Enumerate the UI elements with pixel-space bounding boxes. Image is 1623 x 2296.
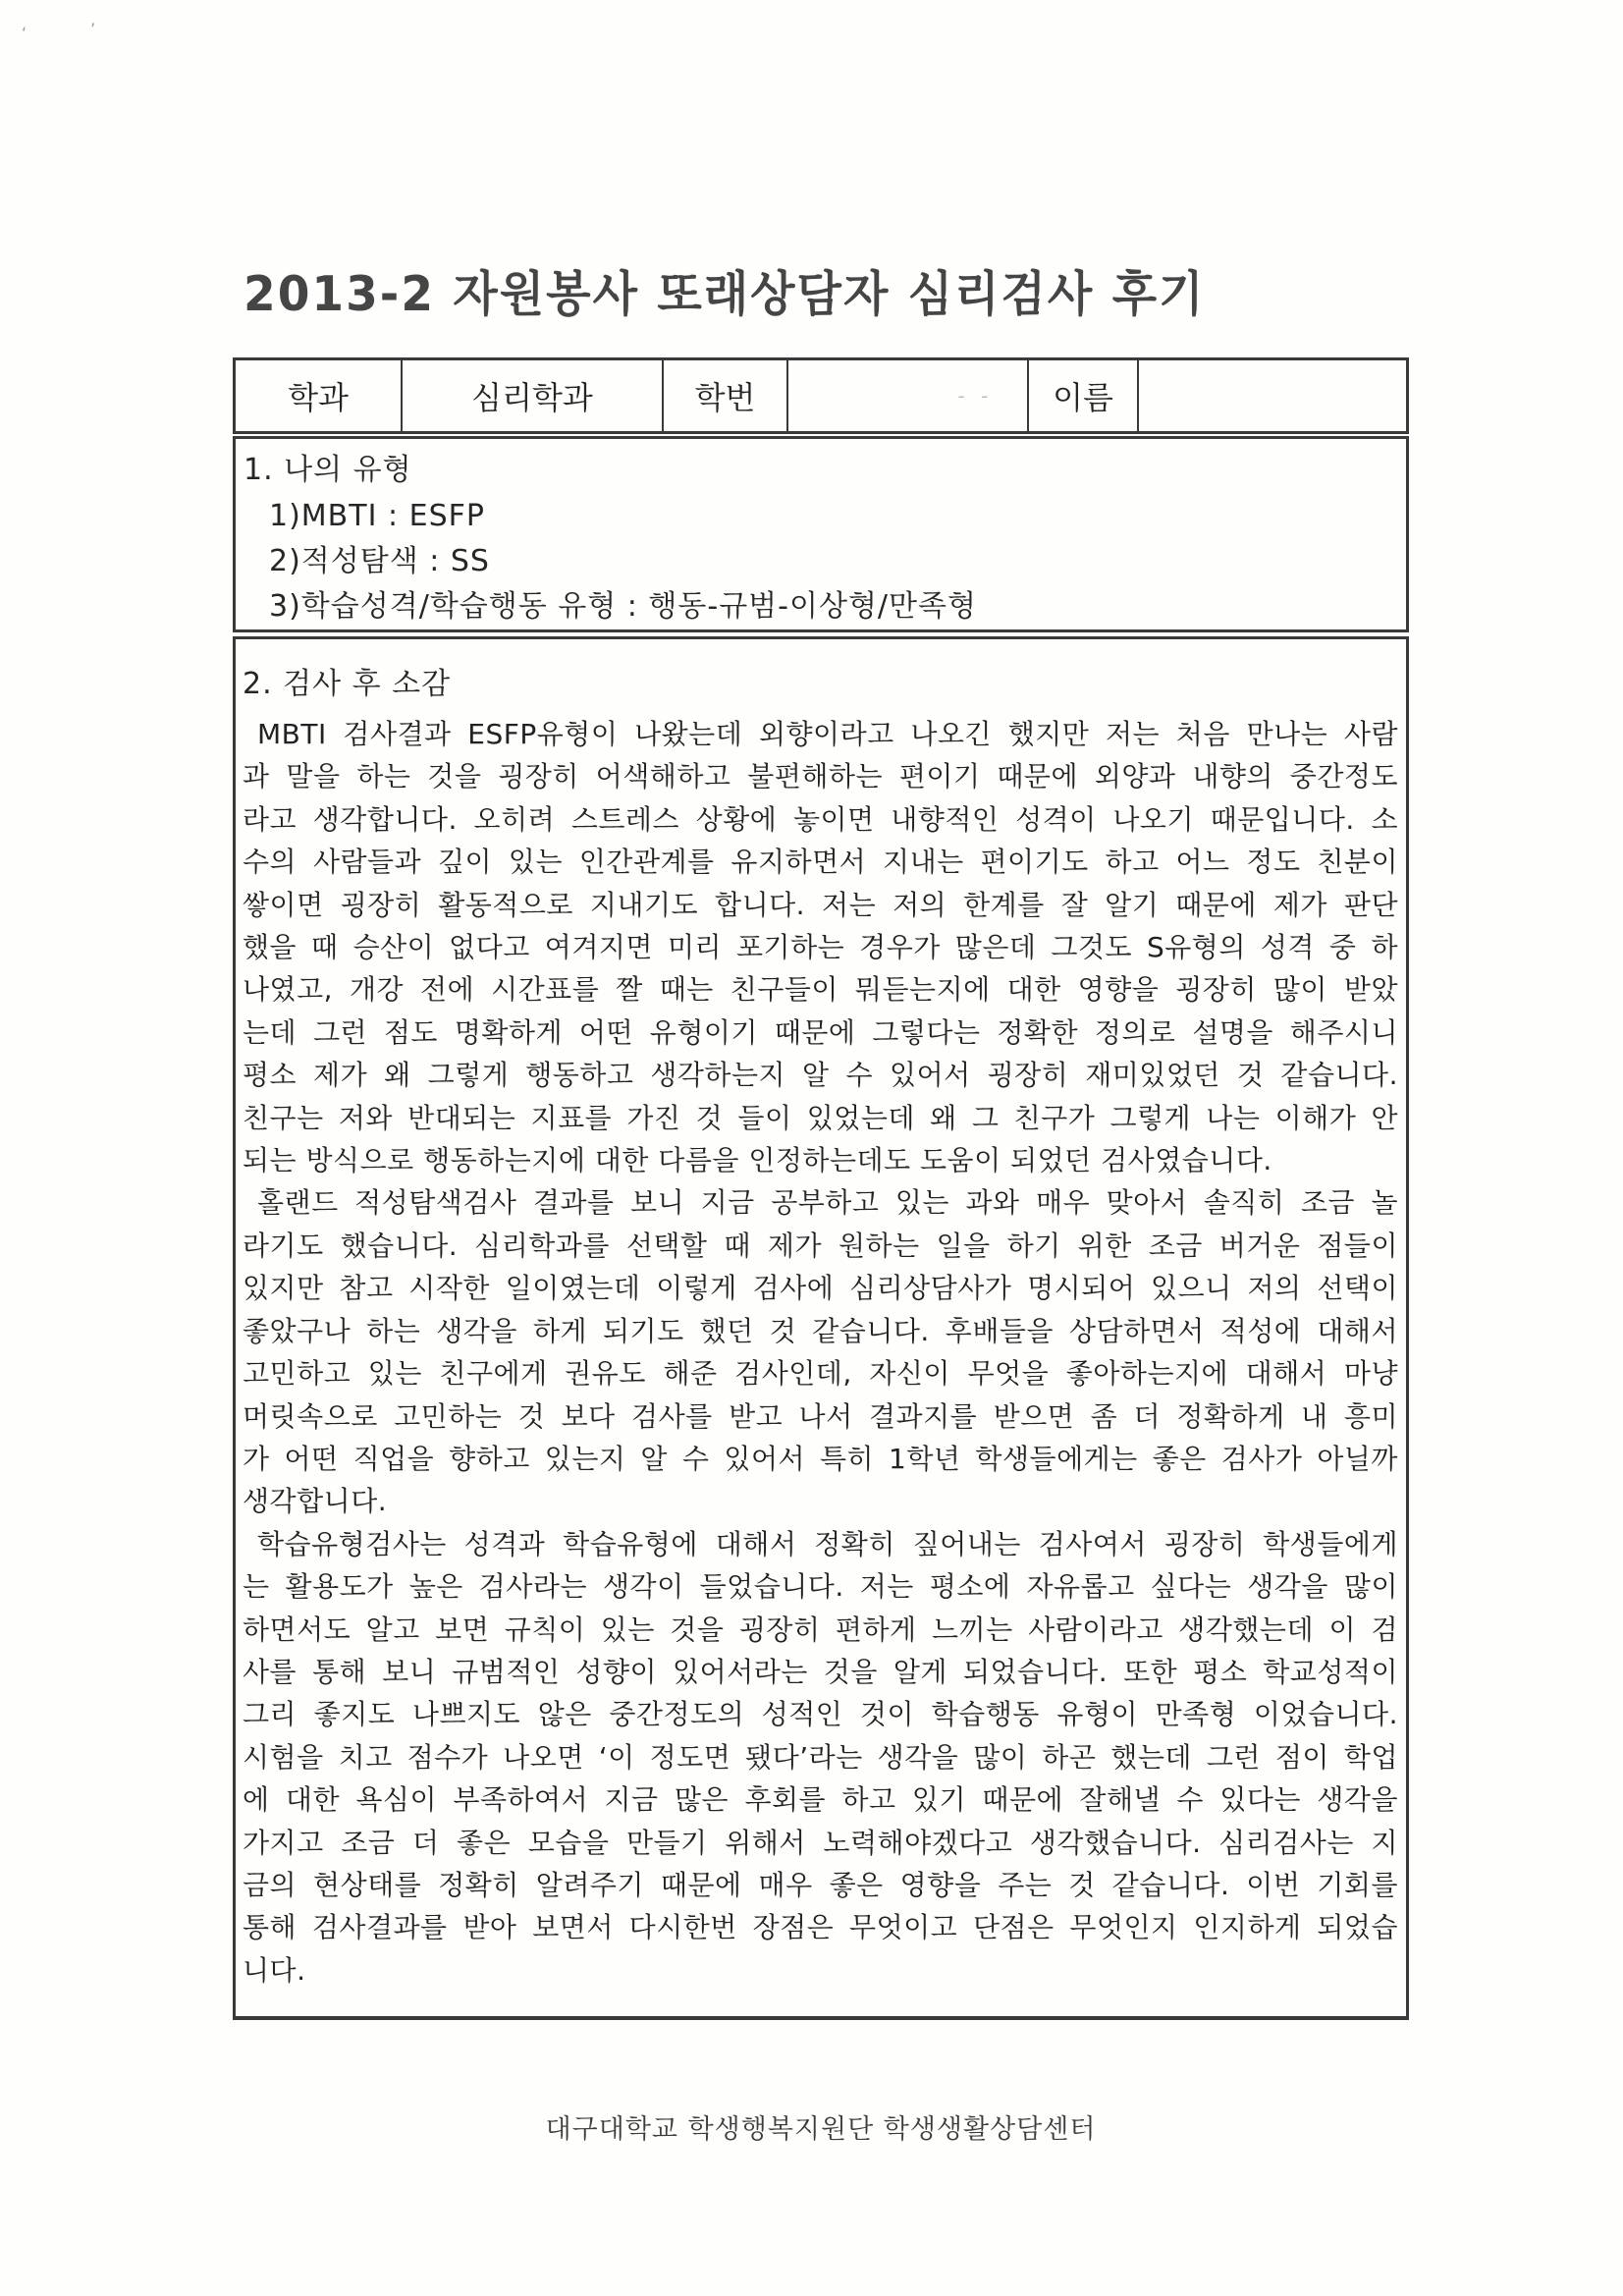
review-line: 있지만 참고 시작한 일이였는데 이렇게 검사에 심리상담사가 명시되어 있으니 저의 선택이 xyxy=(243,1272,1398,1305)
my-type-section xyxy=(233,436,1409,632)
review-line: 수의 사람들과 깊이 있는 인간관계를 유지하면서 지내는 편이기도 하고 어느 정도 친분이 xyxy=(243,846,1398,879)
my-type-items xyxy=(243,494,1396,629)
page-title: 2013-2 자원봉사 또래상담자 심리검사 후기 xyxy=(243,266,1206,323)
review-line: 는데 그런 점도 명확하게 어떤 유형이기 때문에 그렇다는 정확한 정의로 설명을 해주시니 xyxy=(243,1015,1398,1049)
review-line: 과 말을 하는 것을 굉장히 어색해하고 불편해하는 편이기 때문에 외양과 내향의 중간정도 xyxy=(243,760,1398,793)
review-line: 가지고 조금 더 좋은 모습을 만들기 위해서 노력해야겠다고 생각했습니다. 심리검사는 지 xyxy=(243,1826,1398,1859)
review-line: 나였고, 개강 전에 시간표를 짤 때는 친구들이 뭐듣는지에 대한 영향을 굉장히 많이 받았 xyxy=(243,973,1398,1007)
name-label-cell: 이름 xyxy=(1029,360,1139,431)
review-line: 쌓이면 굉장히 활동적으로 지내기도 합니다. 저는 저의 한계를 잘 알기 때문에 제가 판단 xyxy=(243,888,1398,921)
dept-value-cell: 심리학과 xyxy=(403,360,664,431)
review-line: 친구는 저와 반대되는 지표를 가진 것 들이 있었는데 왜 그 친구가 그렇게 나는 이해가 안 xyxy=(243,1101,1398,1134)
review-line: 생각합니다. xyxy=(243,1485,388,1518)
my-type-item-learning: 3)학습성격/학습행동 유형 : 행동-규범-이상형/만족형 xyxy=(269,589,977,624)
review-line: 머릿속으로 고민하는 것 보다 검사를 받고 나서 결과지를 받으면 좀 더 정확하게 내 흥미 xyxy=(243,1399,1398,1433)
name-value-cell xyxy=(1139,360,1406,431)
review-line: 홀랜드 적성탐색검사 결과를 보니 지금 공부하고 있는 과와 매우 맞아서 솔직히 조금 놀 xyxy=(257,1186,1398,1220)
review-heading: 2. 검사 후 소감 xyxy=(243,667,452,701)
review-body xyxy=(243,713,1398,1992)
student-info-table xyxy=(233,357,1409,434)
review-line: 라고 생각합니다. 오히려 스트레스 상황에 놓이면 내향적인 성격이 나오기 때문입니다. 소 xyxy=(243,802,1398,836)
dept-label-cell: 학과 xyxy=(236,360,403,431)
student-id-value-cell: - - xyxy=(788,360,1029,431)
scan-artifact: ’ xyxy=(90,20,96,38)
review-line: 되는 방식으로 행동하는지에 대한 다름을 인정하는데도 도움이 되었던 검사였습니다. xyxy=(243,1144,1272,1177)
review-line: 통해 검사결과를 받아 보면서 다시한번 장점은 무엇이고 단점은 무엇인지 인지하게 되었습 xyxy=(243,1911,1398,1944)
review-line: MBTI 검사결과 ESFP유형이 나왔는데 외향이라고 나오긴 했지만 저는 처음 만나는 사람 xyxy=(257,718,1398,750)
my-type-heading: 1. 나의 유형 xyxy=(243,453,412,487)
review-line: 가 어떤 직업을 향하고 있는지 알 수 있어서 특히 1학년 학생들에게는 좋은 검사가 아닐까 xyxy=(243,1442,1398,1475)
review-line: 라기도 했습니다. 심리학과를 선택할 때 제가 원하는 일을 하기 위한 조금 버거운 점들이 xyxy=(243,1229,1398,1262)
scan-artifact: ‘ xyxy=(22,24,27,42)
my-type-item-aptitude: 2)적성탐색 : SS xyxy=(269,544,490,578)
review-line: 사를 통해 보니 규범적인 성향이 있어서라는 것을 알게 되었습니다. 또한 평소 학교성적이 xyxy=(243,1655,1398,1688)
review-line: 그리 좋지도 나쁘지도 않은 중간정도의 성적인 것이 학습행동 유형이 만족형 이었습니다. xyxy=(243,1698,1398,1731)
review-line: 학습유형검사는 성격과 학습유형에 대해서 정확히 짚어내는 검사여서 굉장히 학생들에게 xyxy=(257,1527,1398,1560)
footer-text: 대구대학교 학생행복지원단 학생생활상담센터 xyxy=(545,2114,1097,2145)
student-id-label-cell: 학번 xyxy=(664,360,788,431)
review-line: 하면서도 알고 보면 규칙이 있는 것을 굉장히 편하게 느끼는 사람이라고 생각했는데 이 검 xyxy=(243,1613,1398,1646)
review-line: 는 활용도가 높은 검사라는 생각이 들었습니다. 저는 평소에 자유롭고 싶다는 생각을 많이 xyxy=(243,1570,1398,1604)
review-line: 금의 현상태를 정확히 알려주기 때문에 매우 좋은 영향을 주는 것 같습니다. 이번 기회를 xyxy=(243,1868,1398,1901)
review-section xyxy=(233,636,1409,2020)
review-line: 평소 제가 왜 그렇게 행동하고 생각하는지 알 수 있어서 굉장히 재미있었던 것 같습니다. xyxy=(243,1059,1398,1092)
review-line: 좋았구나 하는 생각을 하게 되기도 했던 것 같습니다. 후배들을 상담하면서 적성에 대해서 xyxy=(243,1314,1398,1347)
review-line: 고민하고 있는 친구에게 권유도 해준 검사인데, 자신이 무엇을 좋아하는지에 대해서 마냥 xyxy=(243,1357,1398,1391)
my-type-item-mbti: 1)MBTI : ESFP xyxy=(269,499,485,533)
review-line: 에 대한 욕심이 부족하여서 지금 많은 후회를 하고 있기 때문에 잘해낼 수 있다는 생각을 xyxy=(243,1783,1398,1817)
review-line: 했을 때 승산이 없다고 여겨지면 미리 포기하는 경우가 많은데 그것도 S유형의 성격 중 하 xyxy=(243,931,1398,964)
review-line: 니다. xyxy=(243,1953,306,1987)
review-line: 시험을 치고 점수가 나오면 ‘이 정도면 됐다’라는 생각을 많이 하곤 했는데 그런 점이 학업 xyxy=(243,1740,1398,1774)
